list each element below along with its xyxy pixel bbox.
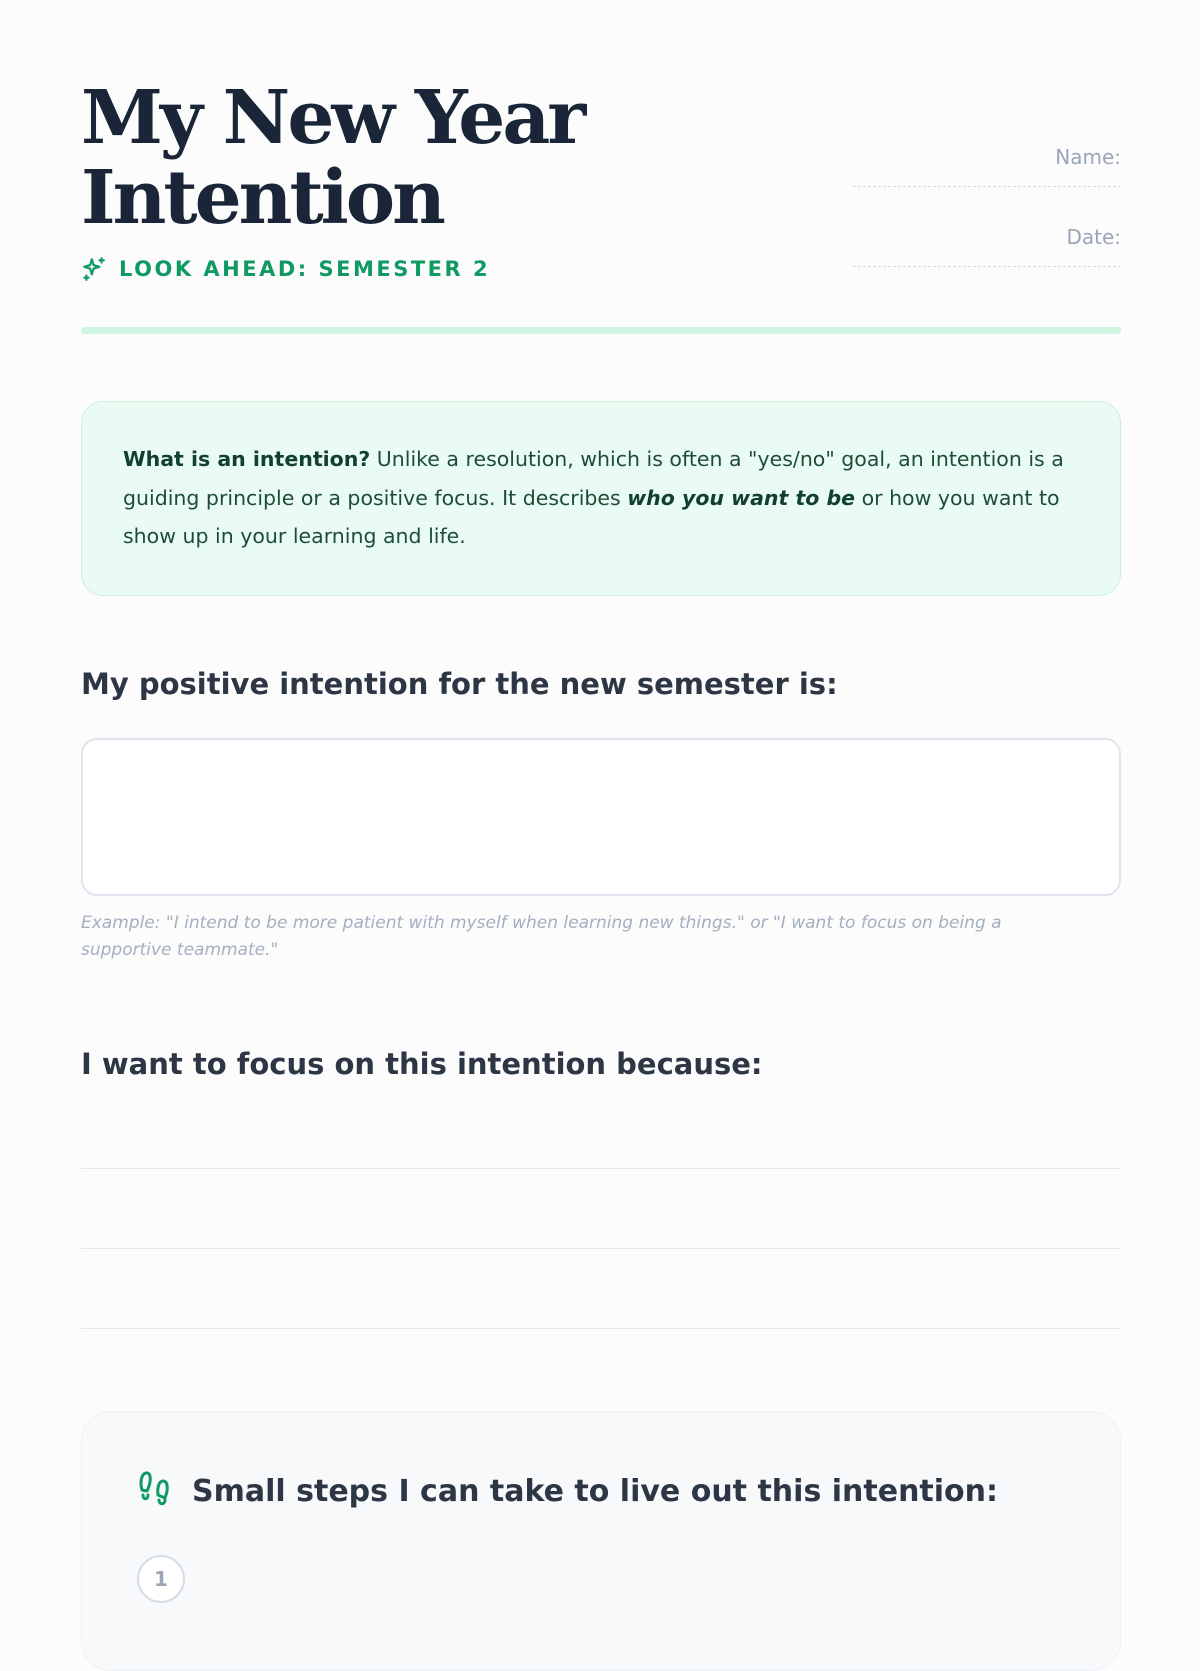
reason-line-3[interactable] <box>81 1328 1121 1329</box>
steps-heading-text: Small steps I can take to live out this intention: <box>192 1473 999 1509</box>
name-label: Name: <box>1055 145 1121 169</box>
name-line <box>853 186 1121 187</box>
reason-line-1[interactable] <box>81 1168 1121 1169</box>
worksheet-page <box>81 0 1121 1591</box>
step-number-1: 1 <box>137 1555 185 1603</box>
page-title <box>81 75 584 241</box>
name-date-fields <box>853 140 1121 300</box>
intention-definition-box <box>81 401 1121 596</box>
date-label: Date: <box>1066 225 1121 249</box>
name-field[interactable] <box>853 140 1121 220</box>
info-text-1: Unlike a resolution, which is often a "yes/no" goal, an intention is a guiding principle or a positive focus. It describes <box>123 447 1064 510</box>
steps-heading <box>138 1468 998 1514</box>
title-line-2: Intention <box>81 155 443 241</box>
small-steps-panel <box>81 1411 1121 1671</box>
footprints-icon <box>138 1468 172 1514</box>
info-lead: What is an intention? <box>123 447 371 471</box>
sparkles-icon <box>81 256 107 282</box>
reason-heading: I want to focus on this intention because: <box>81 1047 763 1081</box>
info-emphasis: who you want to be <box>627 485 856 510</box>
reason-line-2[interactable] <box>81 1248 1121 1249</box>
intention-answer-box[interactable] <box>81 738 1121 896</box>
info-text-2: or how you want to show up in your learning and life. <box>123 485 1060 548</box>
intention-example: Example: "I intend to be more patient with myself when learning new things." or "I want to focus on being a supportive teammate." <box>81 913 1002 960</box>
intention-heading: My positive intention for the new semester is: <box>81 667 838 701</box>
header-divider <box>81 327 1121 334</box>
date-field[interactable] <box>853 220 1121 300</box>
date-line <box>853 266 1121 267</box>
subtitle <box>81 256 490 282</box>
worksheet-header <box>81 0 1121 330</box>
subtitle-text: LOOK AHEAD: SEMESTER 2 <box>119 257 491 281</box>
title-line-1: My New Year <box>81 75 584 161</box>
